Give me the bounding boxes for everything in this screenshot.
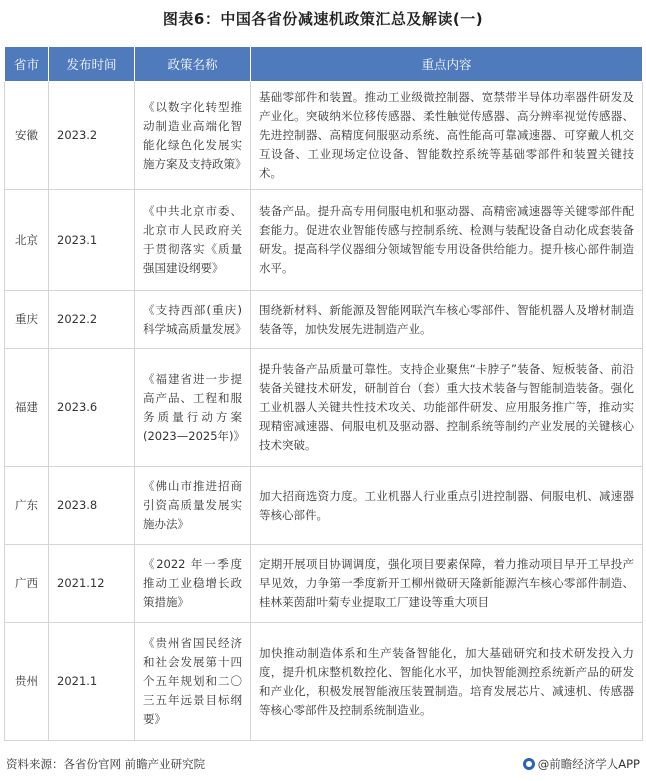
row-policy: 《福建省进一步提高产品、工程和服务质量行动方案(2023—2025年)》 [135,349,251,467]
table-row [5,190,643,291]
row-policy: 《2022 年一季度推动工业稳增长政策措施》 [135,545,251,623]
header-content: 重点内容 [251,47,643,82]
row-policy: 《贵州省国民经济和社会发展第十四个五年规划和二〇三五年远景目标纲要》 [135,623,251,741]
row-province: 北京 [5,190,49,291]
row-date: 2023.2 [49,82,135,190]
row-province: 广东 [5,467,49,545]
row-content: 加快推动制造体系和生产装备智能化，加大基础研究和技术研发投入力度，提升机床整机数控化、智能化水平，加快智能测控系统新产品的研发和产业化，积极发展智能液压装置制造。培育发展芯片、减速机、传感器等核心零部件及控制系统制造业。 [251,623,643,741]
header-date: 发布时间 [49,47,135,82]
row-province: 广西 [5,545,49,623]
row-province: 安徽 [5,82,49,190]
row-province: 贵州 [5,623,49,741]
row-date: 2022.2 [49,291,135,349]
row-date: 2021.12 [49,545,135,623]
table-row [5,467,643,545]
footer [0,754,646,776]
table-header-row [5,47,643,82]
source-note: 资料来源：各省份官网 前瞻产业研究院 [6,757,206,771]
policy-table [4,46,643,741]
row-date: 2023.8 [49,467,135,545]
row-province: 福建 [5,349,49,467]
row-content: 提升装备产品质量可靠性。支持企业聚焦“卡脖子”装备、短板装备、前沿装备关键技术研发，研制首台（套）重大技术装备与智能制造装备。强化工业机器人关键共性技术攻关、功能部件研发、应用服务推广等，推动实现精密减速器、伺服电机及驱动器、控制系统等制约产业发展的关键核心技术突破。 [251,349,643,467]
table-row [5,545,643,623]
row-content: 加大招商选资力度。工业机器人行业重点引进控制器、伺服电机、减速器等核心部件。 [251,467,643,545]
table-row [5,623,643,741]
row-date: 2023.1 [49,190,135,291]
header-province: 省市 [5,47,49,82]
header-policy: 政策名称 [135,47,251,82]
row-content: 定期开展项目协调调度，强化项目要素保障，着力推动项目早开工早投产早见效，力争第一季度新开工柳州微研天隆新能源汽车核心零部件制造、桂林莱茵甜叶菊专业提取工厂建设等重大项目 [251,545,643,623]
brand-credit [523,756,640,772]
table-row [5,349,643,467]
row-policy: 《中共北京市委、北京市人民政府关于贯彻落实《质量强国建设纲要》 [135,190,251,291]
row-date: 2023.6 [49,349,135,467]
row-date: 2021.1 [49,623,135,741]
table-row [5,82,643,190]
qianzhan-logo-icon [523,758,535,770]
page-title: 图表6：中国各省份减速机政策汇总及解读(一) [162,10,484,28]
row-policy: 《佛山市推进招商引资高质量发展实施办法》 [135,467,251,545]
row-policy: 《以数字化转型推动制造业高端化智能化绿色化发展实施方案及支持政策》 [135,82,251,190]
row-content: 装备产品。提升高专用伺服电机和驱动器、高精密减速器等关键零部件配套能力。促进农业智能传感与控制系统、检测与装配设备自动化成套装备研发。提高科学仪器细分领域智能专用设备供给能力。提升核心部件制造水平。 [251,190,643,291]
row-policy: 《支持西部(重庆)科学城高质量发展》 [135,291,251,349]
row-content: 围绕新材料、新能源及智能网联汽车核心零部件、智能机器人及增材制造装备等，加快发展先进制造产业。 [251,291,643,349]
table-row [5,291,643,349]
row-content: 基础零部件和装置。推动工业级微控制器、宽禁带半导体功率器件研发及产业化。突破纳米位移传感器、柔性触觉传感器、高分辨率视觉传感器、先进控制器、高精度伺服驱动系统、高性能高可靠减速器、可穿戴人机交互设备、工业现场定位设备、智能数控系统等基础零部件和装置关键技术。 [251,82,643,190]
row-province: 重庆 [5,291,49,349]
brand-text: @前瞻经济学人APP [537,757,640,771]
